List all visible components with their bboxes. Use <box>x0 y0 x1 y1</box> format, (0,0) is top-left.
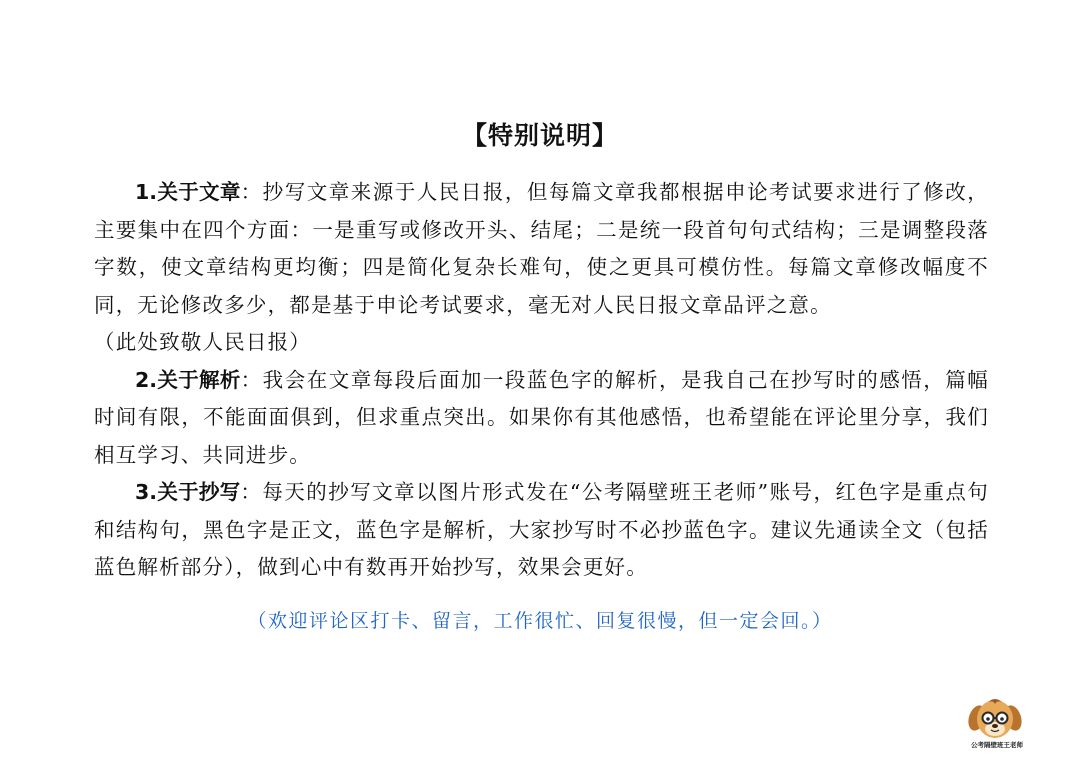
dog-with-glasses-mascot-icon <box>966 696 1024 744</box>
watermark-caption: 公考隔壁班王老师 <box>971 741 1023 749</box>
footer-note: （欢迎评论区打卡、留言，工作很忙、回复很慢，但一定会回。） <box>247 610 833 632</box>
section-text: ：每天的抄写文章以图片形式发在“公考隔壁班王老师”账号，红色字是重点句和结构句，黑色字是正文，蓝色字是解析，大家抄写时不必抄蓝色字。建议先通读全文（包括蓝色解析部分），做到心中有数再开始抄写，效果会更好。 <box>94 480 989 579</box>
section-heading: 3.关于抄写 <box>135 480 241 504</box>
section-about-copying <box>94 474 989 587</box>
section-about-article <box>94 174 989 362</box>
section-aside: （此处致敬人民日报） <box>94 330 311 354</box>
section-heading: 2.关于解析 <box>135 367 241 392</box>
document-body <box>94 174 989 587</box>
section-text: ：抄写文章来源于人民日报，但每篇文章我都根据申论考试要求进行了修改，主要集中在四个方面：一是重写或修改开头、结尾；二是统一段首句句式结构；三是调整段落字数，使文章结构更均衡；四是简化复杂长难句，使之更具可模仿性。每篇文章修改幅度不同，无论修改多少，都是基于申论考试要求，毫无对人民日报文章品评之意。 <box>94 180 989 317</box>
section-heading: 1.关于文章 <box>135 180 241 204</box>
section-text: ：我会在文章每段后面加一段蓝色字的解析，是我自己在抄写时的感悟，篇幅时间有限，不能面面俱到，但求重点突出。如果你有其他感悟，也希望能在评论里分享，我们相互学习、共同进步。 <box>94 367 989 467</box>
page-title: 【特别说明】 <box>461 121 618 150</box>
section-about-analysis <box>94 362 989 475</box>
